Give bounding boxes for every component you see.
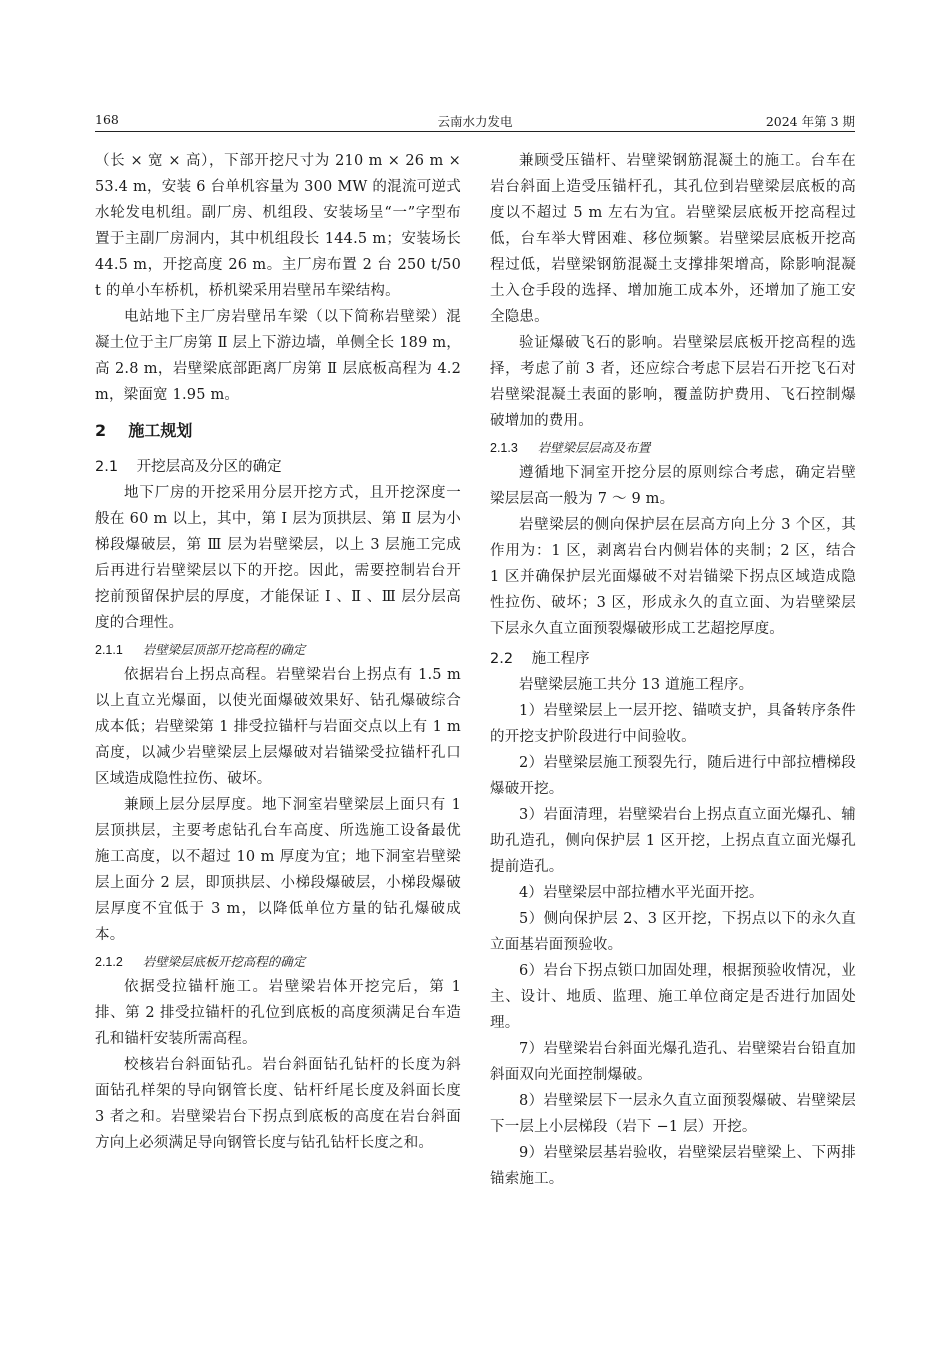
- paragraph: 兼顾受压锚杆、岩壁梁钢筋混凝土的施工。台车在岩台斜面上造受压锚杆孔，其孔位到岩壁梁层底板的高度以不超过 5 m 左右为宜。岩壁梁层底板开挖高程过低，台车举大臂困难、移位频繁。岩壁梁层底板开挖高程过低，岩壁梁钢筋混凝土支撑排架增高，除影响混凝土入仓手段的选择、增加施工成本外，还增加了施工安全隐患。: [490, 153, 856, 325]
- subsubsection-title: 岩壁梁层顶部开挖高程的确定: [142, 642, 306, 657]
- subsection-number: 2.2: [490, 651, 514, 667]
- subsubsection-number: 2.1.3: [490, 441, 518, 455]
- subsection-title: 开挖层高及分区的确定: [136, 459, 282, 475]
- paragraph: 依据岩台上拐点高程。岩壁梁岩台上拐点有 1.5 m 以上直立光爆面，以使光面爆破效果好、钻孔爆破综合成本低；岩壁梁第 1 排受拉锚杆与岩面交点以上有 1 m 高度，以减少岩壁梁层上层爆破对岩锚梁受拉锚杆孔口区域造成隐性拉伤、破坏。: [95, 667, 461, 787]
- procedure-step: 4）岩壁梁层中部拉槽水平光面开挖。: [519, 885, 764, 901]
- procedure-step: 6）岩台下拐点锁口加固处理，根据预验收情况，业主、设计、地质、监理、施工单位商定是否进行加固处理。: [490, 963, 856, 1031]
- subsection-title: 施工程序: [531, 651, 590, 667]
- paragraph: 岩壁梁层的侧向保护层在层高方向上分 3 个区，其作用为：1 区，剥离岩台内侧岩体的夹制；2 区，结合 1 区并确保护层光面爆破不对岩锚梁下拐点区域造成隐性拉伤、破坏；3 区，形成永久的直立面、为岩壁梁层下层永久直立面预裂爆破形成工艺超挖厚度。: [490, 517, 856, 637]
- paragraph: （长 × 宽 × 高），下部开挖尺寸为 210 m × 26 m × 53.4 m，安装 6 台单机容量为 300 MW 的混流可逆式水轮发电机组。副厂房、机组段、安装场呈“一”字型布置于主副厂房洞内，其中机组段长 144.5 m；安装场长 44.5 m，开挖高度 26 m。主厂房布置 2 台 250 t/50 t 的单小车桥机，桥机梁采用岩壁吊车梁结构。: [95, 153, 461, 299]
- procedure-step: 3）岩面清理，岩壁梁岩台上拐点直立面光爆孔、辅助孔造孔，侧向保护层 1 区开挖，上拐点直立面光爆孔提前造孔。: [490, 807, 856, 875]
- subsubsection-heading: [95, 638, 461, 662]
- subsection-heading: [95, 454, 461, 480]
- section-heading: [95, 418, 461, 444]
- issue-label: 2024 年第 3 期: [765, 114, 855, 129]
- paragraph: 依据受拉锚杆施工。岩壁梁岩体开挖完后，第 1 排、第 2 排受拉锚杆的孔位到底板的高度须满足台车造孔和锚杆安装所需高程。: [95, 979, 461, 1047]
- paragraph: 遵循地下洞室开挖分层的原则综合考虑，确定岩壁梁层层高一般为 7 ～ 9 m。: [490, 465, 856, 507]
- section-number: 2: [95, 421, 107, 440]
- subsection-heading: [490, 646, 856, 672]
- paragraph: 兼顾上层分层厚度。地下洞室岩壁梁层上面只有 1 层顶拱层，主要考虑钻孔台车高度、所选施工设备最优施工高度，以不超过 10 m 厚度为宜；地下洞室岩壁梁层上面分 2 层，即顶拱层、小梯段爆破层，小梯段爆破层厚度不宜低于 3 m，以降低单位方量的钻孔爆破成本。: [95, 797, 461, 943]
- paragraph: 电站地下主厂房岩壁吊车梁（以下简称岩壁梁）混凝土位于主厂房第 Ⅱ 层上下游边墙，单侧全长 189 m，高 2.8 m，岩壁梁底部距离厂房第 Ⅱ 层底板高程为 4.2 m，梁面宽 1.95 m。: [95, 309, 461, 403]
- left-column: [95, 148, 461, 1156]
- paragraph: 地下厂房的开挖采用分层开挖方式，且开挖深度一般在 60 m 以上，其中，第 Ⅰ 层为顶拱层、第 Ⅱ 层为小梯段爆破层，第 Ⅲ 层为岩壁梁层，以上 3 层施工完成后再进行岩壁梁层以下的开挖。因此，需要控制岩台开挖前预留保护层的厚度，才能保证 Ⅰ 、Ⅱ 、Ⅲ 层分层高度的合理性。: [95, 485, 461, 631]
- paragraph: 验证爆破飞石的影响。岩壁梁层底板开挖高程的选择，考虑了前 3 者，还应综合考虑下层岩石开挖飞石对岩壁梁混凝土表面的影响，覆盖防护费用、飞石控制爆破增加的费用。: [490, 335, 856, 429]
- subsubsection-number: 2.1.2: [95, 955, 123, 969]
- subsubsection-heading: [490, 436, 856, 460]
- procedure-step: 1）岩壁梁层上一层开挖、锚喷支护，具备转序条件的开挖支护阶段进行中间验收。: [490, 703, 856, 745]
- right-column: [490, 148, 856, 1192]
- header-rule: [95, 131, 855, 132]
- subsubsection-number: 2.1.1: [95, 643, 123, 657]
- procedure-step: 2）岩壁梁层施工预裂先行，随后进行中部拉槽梯段爆破开挖。: [490, 755, 856, 797]
- journal-title: 云南水力发电: [437, 114, 513, 129]
- subsubsection-title: 岩壁梁层层高及布置: [537, 440, 651, 455]
- section-title: 施工规划: [128, 421, 193, 440]
- subsubsection-title: 岩壁梁层底板开挖高程的确定: [142, 954, 306, 969]
- procedure-step: 8）岩壁梁层下一层永久直立面预裂爆破、岩壁梁层下一层上小层梯段（岩下 −1 层）开挖。: [490, 1093, 856, 1135]
- procedure-step: 5）侧向保护层 2、3 区开挖，下拐点以下的永久直立面基岩面预验收。: [490, 911, 856, 953]
- subsubsection-heading: [95, 950, 461, 974]
- procedure-step: 9）岩壁梁层基岩验收，岩壁梁层岩壁梁上、下两排锚索施工。: [490, 1145, 856, 1187]
- page-header: [95, 112, 855, 132]
- paragraph: 校核岩台斜面钻孔。岩台斜面钻孔钻杆的长度为斜面钻孔样架的导向钢管长度、钻杆纤尾长度及斜面长度 3 者之和。岩壁梁岩台下拐点到底板的高度在岩台斜面方向上必须满足导向钢管长度与钻孔钻杆长度之和。: [95, 1057, 461, 1151]
- page-number: 168: [95, 112, 119, 127]
- procedure-step: 7）岩壁梁岩台斜面光爆孔造孔、岩壁梁岩台铅直加斜面双向光面控制爆破。: [490, 1041, 856, 1083]
- subsection-number: 2.1: [95, 459, 119, 475]
- paragraph: 岩壁梁层施工共分 13 道施工程序。: [519, 677, 754, 693]
